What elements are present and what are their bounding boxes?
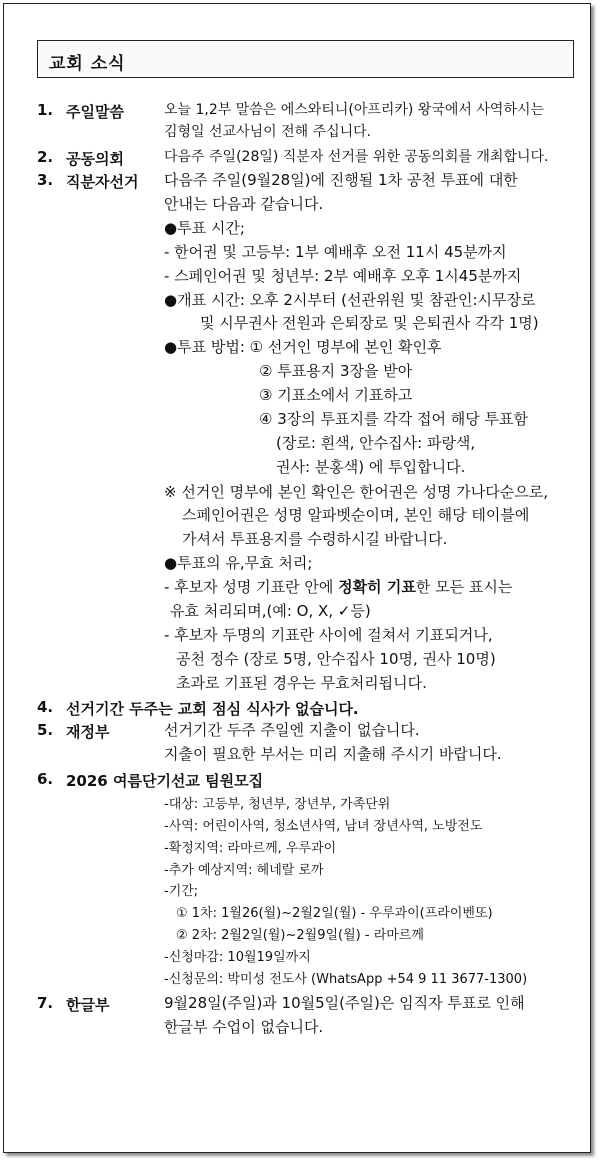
item-text: ●개표 시간: 오후 2시부터 (선관위원 및 참관인:시무장로: [164, 291, 536, 309]
section-header: [37, 40, 574, 78]
item-text: ※ 선거인 명부에 본인 확인은 한어권은 성명 가나다순으로,: [164, 483, 548, 501]
page-title: 교회 소식: [49, 54, 126, 74]
item-text: -사역: 어린이사역, 청소년사역, 남녀 장년사역, 노방전도: [164, 819, 483, 834]
item-text: - 후보자 두명의 기표란 사이에 걸쳐서 기표되거나,: [164, 626, 493, 644]
item-number: 7.: [37, 994, 54, 1012]
item-text: 안내는 다음과 같습니다.: [164, 195, 324, 213]
item-text-part: - 후보자 성명 기표란 안에: [164, 578, 339, 596]
item-text: 공천 정수 (장로 5명, 안수집사 10명, 권사 10명): [176, 650, 496, 668]
item-text: 초과로 기표된 경우는 무효처리됩니다.: [176, 674, 427, 692]
item-text: 다음주 주일(9월28일)에 진행될 1차 공천 투표에 대한: [164, 171, 518, 189]
item-text: ② 2차: 2월2일(월)~2월9일(월) - 라마르께: [176, 928, 424, 943]
item-text: -대상: 고등부, 청년부, 장년부, 가족단위: [164, 797, 391, 812]
item-number: 5.: [37, 721, 54, 739]
item-text: ① 1차: 1월26(월)~2월2일(월) - 우루과이(프라이벤또): [176, 906, 493, 921]
item-title: 한글부: [66, 996, 110, 1014]
item-title: 2026 여름단기선교 팀원모집: [66, 772, 264, 790]
item-number: 1.: [37, 101, 54, 119]
item-text: ●투표의 유,무효 처리;: [164, 554, 313, 572]
item-text: 오늘 1,2부 말씀은 에스와티니(아프리카) 왕국에서 사역하시는: [164, 102, 545, 118]
item-text: 가셔서 투표용지를 수령하시길 바랍니다.: [182, 530, 448, 548]
item-number: 4.: [37, 698, 54, 716]
item-text: ② 투표용지 3장을 받아: [259, 362, 413, 380]
item-number: 2.: [37, 148, 54, 166]
item-title: 재정부: [66, 723, 110, 741]
item-text: ●투표 방법: ① 선거인 명부에 본인 확인후: [164, 338, 442, 356]
item-text: -신청마감: 10월19일까지: [164, 950, 311, 965]
item-text: -확정지역: 라마르께, 우루과이: [164, 841, 337, 856]
item-text: -신청문의: 박미성 전도사 (WhatsApp +54 9 11 3677-1300): [164, 972, 528, 987]
item-text: 지출이 필요한 부서는 미리 지출해 주시기 바랍니다.: [164, 745, 502, 763]
item-text: 선거기간 두주 주일엔 지출이 없습니다.: [164, 721, 420, 739]
item-text: 유효 처리되며,(예: O, X, ✓등): [170, 602, 371, 620]
item-text: 한글부 수업이 없습니다.: [164, 1018, 324, 1036]
item-title: 주일말씀: [66, 103, 124, 121]
item-text: ●투표 시간;: [164, 219, 245, 237]
item-text: ③ 기표소에서 기표하고: [259, 386, 413, 404]
item-text: 및 시무권사 전원과 은퇴장로 및 은퇴권사 각각 1명): [200, 314, 539, 332]
item-text: 김형일 선교사님이 전해 주십니다.: [164, 124, 372, 140]
item-text: - 스페인어권 및 청년부: 2부 예배후 오후 1시45분까지: [164, 267, 522, 285]
item-text: 권사: 분홍색) 에 투입합니다.: [276, 458, 466, 476]
item-number: 6.: [37, 770, 54, 788]
item-title: 선거기간 두주는 교회 점심 식사가 없습니다.: [66, 700, 359, 718]
item-text: 다음주 주일(28일) 직분자 선거를 위한 공동의회를 개최합니다.: [164, 149, 549, 165]
item-text: (장로: 흰색, 안수집사: 파랑색,: [276, 434, 476, 452]
item-number: 3.: [37, 171, 54, 189]
item-text: -기간;: [164, 884, 199, 899]
item-title: 공동의회: [66, 150, 124, 168]
item-text-part: 한 모든 표시는: [415, 578, 513, 596]
item-text: 9월28일(주일)과 10월5일(주일)은 임직자 투표로 인해: [164, 994, 525, 1012]
item-text: [164, 578, 512, 596]
emphasis-text: 정확히 기표: [338, 578, 416, 596]
item-text: - 한어권 및 고등부: 1부 예배후 오전 11시 45분까지: [164, 243, 507, 261]
item-text: -추가 예상지역: 헤네랄 로까: [164, 863, 324, 878]
bulletin-page: [3, 3, 591, 1153]
item-title: 직분자선거: [66, 173, 139, 191]
item-text: 스페인어권은 성명 알파벳순이며, 본인 해당 테이블에: [182, 506, 530, 524]
item-text: ④ 3장의 투표지를 각각 접어 해당 투표함: [259, 410, 528, 428]
